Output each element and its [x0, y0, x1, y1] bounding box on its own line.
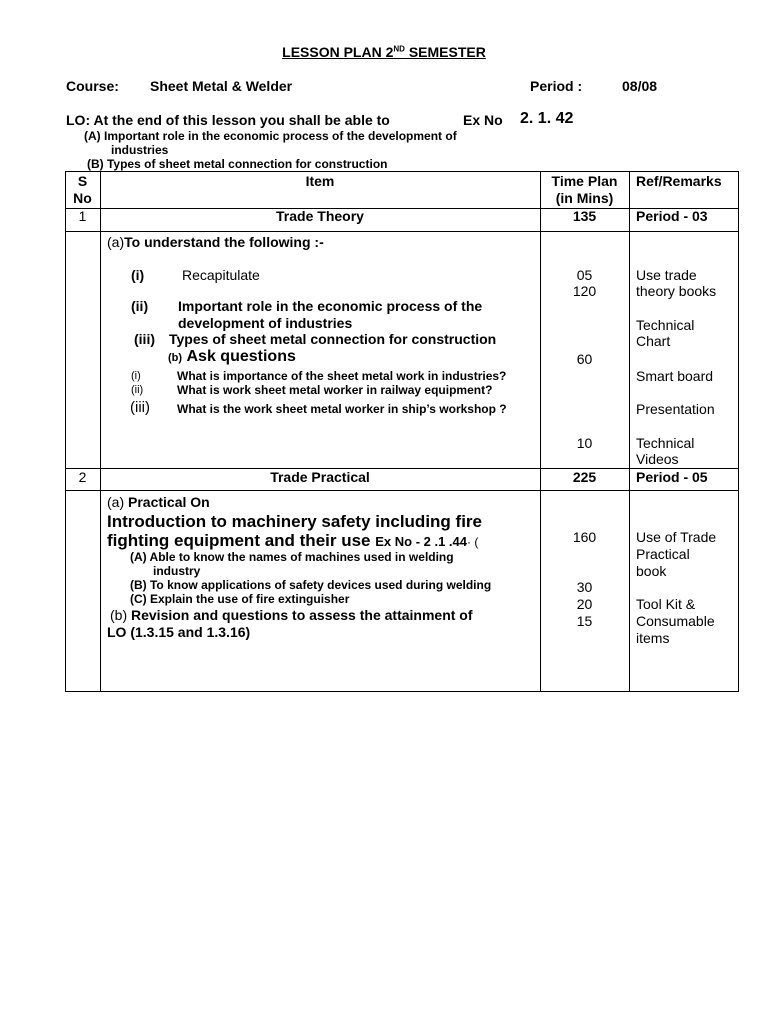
- theory-i-num: (i): [131, 267, 145, 283]
- objective-a-line2: industries: [111, 143, 169, 157]
- practical-b-line2: LO (1.3.15 and 1.3.16): [107, 624, 251, 640]
- col-ref-header: Ref/Remarks: [636, 173, 722, 189]
- practical-ref-3: book: [636, 563, 667, 579]
- practical-A-line1: (A) Able to know the names of machines used in welding: [130, 550, 454, 564]
- theory-ref-8: Videos: [636, 451, 679, 467]
- theory-ref-4: Chart: [636, 333, 671, 349]
- practical-time-4: 15: [576, 613, 593, 629]
- row2-ref: Period - 05: [636, 469, 708, 485]
- exno-value: 2. 1. 42: [520, 110, 574, 127]
- col-time-header-1: Time Plan: [551, 173, 618, 189]
- table-row1-divider: [65, 231, 739, 232]
- theory-ref-2: theory books: [636, 283, 717, 299]
- theory-iii-text: Types of sheet metal connection for construction: [169, 331, 497, 347]
- col-item-header: Item: [305, 173, 335, 189]
- theory-b: (b) Ask questions: [168, 348, 296, 365]
- col-time-header-2: (in Mins): [555, 190, 614, 206]
- practical-ref-6: items: [636, 630, 670, 646]
- page-title: LESSON PLAN 2ND SEMESTER: [282, 44, 486, 60]
- theory-ii-line2: development of industries: [178, 315, 353, 331]
- theory-a: (a)To understand the following :-: [107, 234, 324, 250]
- practical-ref-4: Tool Kit &: [636, 596, 696, 612]
- table-border-right: [738, 171, 739, 692]
- exno-label: Ex No: [463, 112, 503, 128]
- objective-b: (B) Types of sheet metal connection for construction: [87, 157, 388, 171]
- question-2-text: What is work sheet metal worker in railway equipment?: [177, 383, 493, 397]
- practical-B: (B) To know applications of safety devices used during welding: [130, 578, 492, 592]
- row1-ref: Period - 03: [636, 208, 708, 224]
- question-2-num: (ii): [131, 384, 144, 396]
- practical-intro-line2: fighting equipment and their use Ex No - 2 .1 .44· (: [107, 531, 479, 550]
- practical-ref-1: Use of Trade: [636, 529, 717, 545]
- theory-ref-5: Smart board: [636, 368, 714, 384]
- question-1-num: (i): [131, 370, 141, 382]
- table-row2-divider: [65, 490, 739, 491]
- objective-a-line1: (A) Important role in the economic process of the development of: [84, 129, 457, 143]
- theory-ref-3: Technical: [636, 317, 695, 333]
- theory-time-3: 60: [576, 351, 593, 367]
- theory-ref-7: Technical: [636, 435, 695, 451]
- practical-A-line2: industry: [153, 564, 201, 578]
- row2-time: 225: [572, 469, 597, 485]
- table-col-divider-1: [100, 171, 101, 692]
- question-1-text: What is importance of the sheet metal work in industries?: [177, 369, 507, 383]
- theory-ref-6: Presentation: [636, 401, 715, 417]
- period-label: Period :: [530, 78, 583, 94]
- theory-i-text: Recapitulate: [182, 267, 260, 283]
- row2-sno: 2: [78, 469, 87, 485]
- col-sno-header-2: No: [73, 190, 92, 206]
- course-label: Course:: [66, 78, 119, 94]
- table-col-divider-3: [629, 171, 630, 692]
- practical-time-2: 30: [576, 579, 593, 595]
- practical-ref-5: Consumable: [636, 613, 715, 629]
- period-value: 08/08: [622, 78, 658, 94]
- theory-time-2: 120: [572, 283, 597, 299]
- practical-time-3: 20: [576, 596, 593, 612]
- row2-item: Trade Practical: [270, 469, 370, 485]
- theory-ref-1: Use trade: [636, 267, 697, 283]
- table-border-left: [65, 171, 66, 692]
- row1-sno: 1: [78, 208, 87, 224]
- row1-time: 135: [572, 208, 597, 224]
- practical-b-line1: (b) Revision and questions to assess the attainment of: [110, 607, 473, 623]
- table-border-top: [65, 171, 739, 172]
- theory-time-1: 05: [576, 267, 593, 283]
- practical-a: (a) Practical On: [107, 494, 210, 510]
- question-3-num: (iii): [130, 399, 150, 416]
- table-border-bottom: [65, 691, 739, 692]
- col-sno-header-1: S: [77, 173, 88, 189]
- theory-ii-num: (ii): [131, 298, 149, 314]
- practical-time-1: 160: [572, 529, 597, 545]
- course-value: Sheet Metal & Welder: [150, 78, 293, 94]
- theory-iii-num: (iii): [134, 331, 155, 347]
- theory-ii-line1: Important role in the economic process of the: [178, 298, 483, 314]
- lo-text: LO: At the end of this lesson you shall be able to: [66, 112, 390, 128]
- practical-intro-line1: Introduction to machinery safety including fire: [107, 512, 482, 531]
- theory-time-4: 10: [576, 435, 593, 451]
- practical-ref-2: Practical: [636, 546, 690, 562]
- question-3-text: What is the work sheet metal worker in ship’s workshop ?: [177, 402, 507, 416]
- practical-C: (C) Explain the use of fire extinguisher: [130, 592, 350, 606]
- row1-item: Trade Theory: [276, 208, 364, 224]
